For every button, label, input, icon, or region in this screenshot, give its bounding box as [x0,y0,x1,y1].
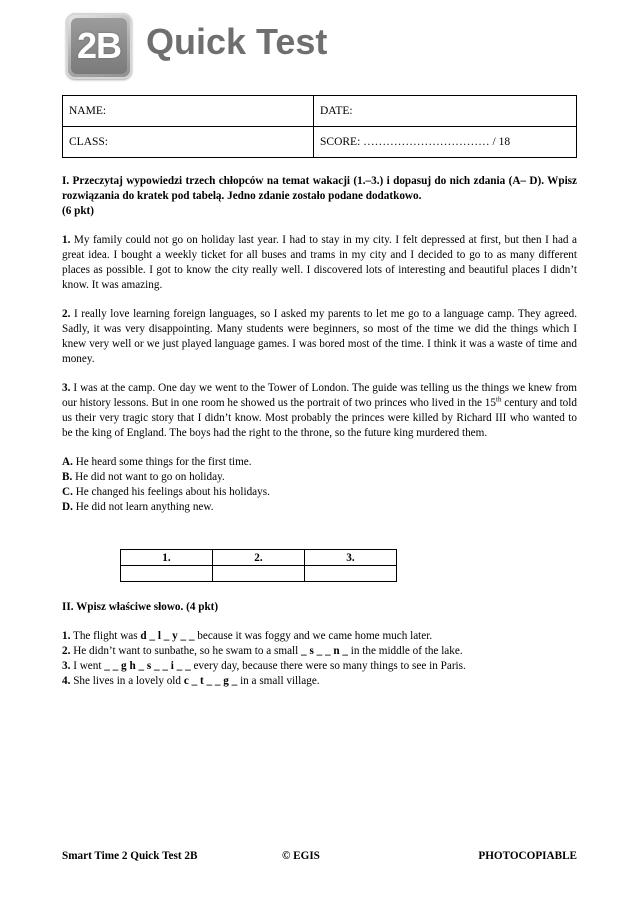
answer-cell-2[interactable] [213,566,305,582]
text-2-number: 2. [62,308,71,320]
option-b-letter: B. [62,471,73,483]
gap-item-1-number: 1. [62,630,71,642]
score-field[interactable]: SCORE: …………………………… / 18 [314,127,577,158]
text-1 [62,233,577,293]
text-2 [62,307,577,367]
option-b [62,470,577,485]
option-a [62,455,577,470]
section1-instruction [62,174,577,219]
name-field[interactable]: NAME: [63,96,314,127]
answer-cell-3[interactable] [305,566,397,582]
vocabulary-section [62,600,577,689]
answer-header-3: 3. [305,550,397,566]
gap-item-4-number: 4. [62,675,71,687]
student-info-table [62,95,577,158]
option-b-text: He did not want to go on holiday. [72,471,225,483]
answer-table [120,549,397,582]
gap-item-1-blank[interactable]: d _ l _ y _ _ [140,630,195,642]
gap-item-1 [62,629,577,644]
option-d-letter: D. [62,501,73,513]
gap-item-4 [62,674,577,689]
text-3 [62,381,577,441]
class-field[interactable]: CLASS: [63,127,314,158]
gap-item-3-number: 3. [62,660,71,672]
text-1-number: 1. [62,234,71,246]
option-a-letter: A. [62,456,73,468]
option-c-text: He changed his feelings about his holidays. [72,486,270,498]
option-d-text: He did not learn anything new. [72,501,214,513]
answer-cell-1[interactable] [121,566,213,582]
reading-section [62,174,577,515]
date-field[interactable]: DATE: [314,96,577,127]
option-d [62,500,577,515]
gap-item-2-before: He didn’t want to sunbathe, so he swam to a small [70,645,302,657]
level-badge [66,13,132,79]
option-a-text: He heard some things for the first time. [72,456,252,468]
test-title: Quick Test [146,21,328,62]
section2-instruction: II. Wpisz właściwe słowo. (4 pkt) [62,601,219,613]
answer-header-2: 2. [213,550,305,566]
text-3-sup: th [496,395,502,404]
gap-item-3-before: I went [70,660,105,672]
gap-item-2-blank[interactable]: _ s _ _ n _ [301,645,348,657]
footer-left: Smart Time 2 Quick Test 2B [62,850,198,862]
level-badge-label: 2B [71,18,127,74]
option-c-letter: C. [62,486,73,498]
gap-item-1-after: because it was foggy and we came home much later. [194,630,433,642]
footer-right: PHOTOCOPIABLE [478,850,577,862]
answer-header-1: 1. [121,550,213,566]
gap-item-3-blank[interactable]: _ _ g h _ s _ _ i _ _ [104,660,191,672]
gap-item-2 [62,644,577,659]
gap-item-3 [62,659,577,674]
text-2-body: I really love learning foreign languages, so I asked my parents to let me go to a language camp. They agreed. Sadly, it was very disappointing. Many students were beginners, so most of the time we did the things which I knew very well or we just played language games. I was bored most of the time. I think it was a waste of time and money. [62,308,577,365]
gap-item-2-after: in the middle of the lake. [347,645,463,657]
gap-item-4-before: She lives in a lovely old [70,675,184,687]
gap-item-2-number: 2. [62,645,71,657]
gap-item-4-blank[interactable]: c _ t _ _ g _ [183,675,238,687]
text-3-body-a: I was at the camp. One day we went to the Tower of London. The guide was telling us the things we knew from our history lessons. But in one room he showed us the portrait of two princes who lived in the 15 [62,382,577,409]
section1-points: (6 pkt) [62,205,95,217]
option-c [62,485,577,500]
text-3-body-b: century and told us their very tragic story that I didn’t know. Most probably the princes were killed by Richard III who wanted to be the king of England. The boys had the right to the throne, so the future king murdered them. [62,397,577,439]
text-1-body: My family could not go on holiday last year. I had to stay in my city. I felt depressed at first, but then I had a great idea. I bought a weekly ticket for all buses and trams in my city and I decided to go to as many different places as possible. I got to know the city really well. I discovered lots of interesting and beautiful places I didn’t know. It was amazing. [62,234,577,291]
text-3-number: 3. [62,382,71,394]
footer-center: © EGIS [282,850,320,862]
header [66,13,426,85]
gap-item-4-after: in a small village. [237,675,320,687]
gap-item-1-before: The flight was [70,630,141,642]
section1-instruction-text: I. Przeczytaj wypowiedzi trzech chłopców na temat wakacji (1.–3.) i dopasuj do nich zdania (A– D). Wpisz rozwiązania do kratek pod tabelą. Jedno zdanie zostało podane dodatkowo. [62,175,577,202]
gap-item-3-after: every day, because there were so many things to see in Paris. [190,660,466,672]
